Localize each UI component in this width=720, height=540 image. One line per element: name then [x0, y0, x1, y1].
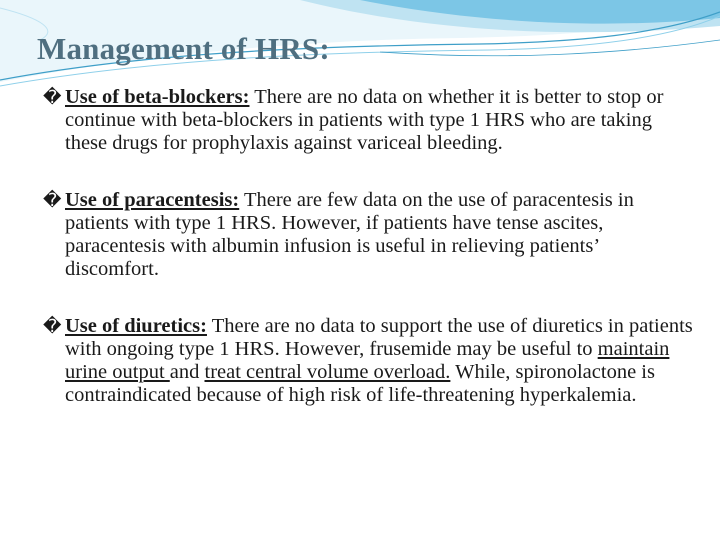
item-heading: Use of beta-blockers:	[65, 86, 250, 108]
item-text: While, spironolactone is contraindicated because of high risk of life-threatening hyperkalemia.	[65, 361, 655, 406]
item-text: There are no data to support the use of diuretics in patients with ongoing type 1 HRS. However, frusemide may be useful to	[65, 315, 693, 360]
bullet-list	[43, 86, 693, 441]
bullet-item-diuretics	[43, 315, 693, 407]
bullet-icon: �	[43, 190, 62, 211]
bullet-item-beta-blockers	[43, 86, 693, 155]
item-text: and	[169, 361, 205, 383]
item-heading: Use of paracentesis:	[65, 189, 240, 211]
bullet-icon: �	[43, 316, 62, 337]
bullet-icon: �	[43, 87, 62, 108]
item-text: There are few data on the use of paracentesis in patients with type 1 HRS. However, if patients have tense ascites, paracentesis with albumin infusion is useful in relieving patients’ discomfort.	[65, 189, 634, 280]
underlined-phrase-urine-output: maintain urine output	[65, 338, 670, 383]
slide-title: Management of HRS:	[37, 31, 330, 66]
underlined-phrase-volume-overload: treat central volume overload.	[204, 361, 451, 383]
item-text: There are no data on whether it is better to stop or continue with beta-blockers in patients with type 1 HRS who are taking these drugs for prophylaxis against variceal bleeding.	[65, 86, 664, 154]
bullet-item-paracentesis	[43, 189, 693, 281]
item-heading: Use of diuretics:	[65, 315, 207, 337]
